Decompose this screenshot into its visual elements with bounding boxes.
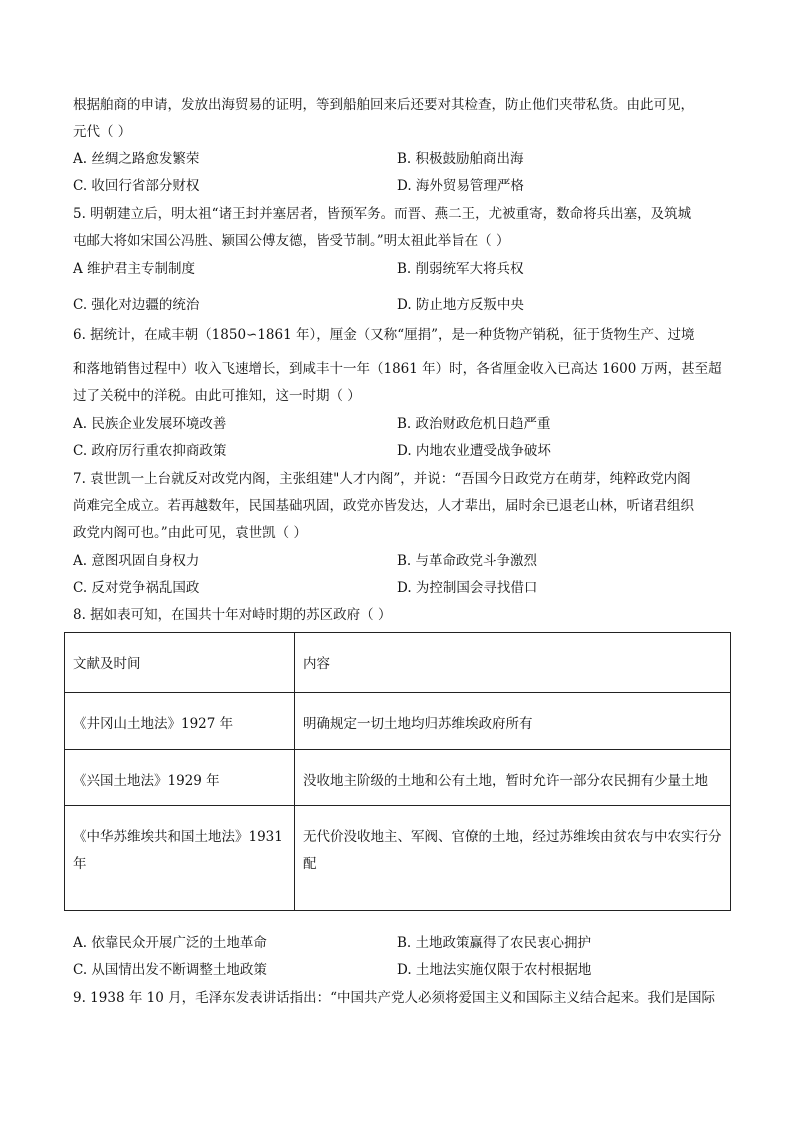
q7-option-a[interactable]: A. 意图巩固自身权力 [73,553,200,569]
q9-stem-line1: 9. 1938 年 10 月，毛泽东发表讲话指出：“中国共产党人必须将爱国主义和国际主义结合起来。我们是国际 [73,990,715,1006]
q5-stem-line2: 屯邮大将如宋国公冯胜、颍国公傅友德，皆受节制。”明太祖此举旨在（ ） [73,233,510,249]
q4-stem-line2: 元代（ ） [73,124,132,140]
q8-option-c[interactable]: C. 从国情出发不断调整土地政策 [73,962,267,978]
table-header-document: 文献及时间 [65,633,295,693]
q6-option-c[interactable]: C. 政府厉行重农抑商政策 [73,443,227,459]
q7-option-c[interactable]: C. 反对党争祸乱国政 [73,580,200,596]
q5-option-c[interactable]: C. 强化对边疆的统治 [73,297,200,313]
q8-option-a[interactable]: A. 依靠民众开展广泛的土地革命 [73,935,267,951]
table-cell-content: 没收地主阶级的土地和公有土地，暂时允许一部分农民拥有少量土地 [295,750,731,806]
table-header-row [65,633,731,693]
q5-stem-line1: 5. 明朝建立后，明太祖“诸王封并塞居者，皆预军务。而晋、燕二王，尤被重寄，数命将兵出塞，及筑城 [73,206,692,222]
q7-stem-line2: 尚难完全成立。若再越数年，民国基础巩固，政党亦皆发达，人才辈出，届时余已退老山林，听诸君组织 [73,498,694,514]
q6-option-a[interactable]: A. 民族企业发展环境改善 [73,416,227,432]
table-cell-document: 《兴国土地法》1929 年 [65,750,295,806]
q6-stem-line2: 和落地销售过程中）收入飞速增长，到咸丰十一年（1861 年）时，各省厘金收入已高达 1600 万两，甚至超 [73,361,722,377]
table-cell-document: 《井冈山土地法》1927 年 [65,693,295,750]
table-row [65,806,731,911]
q8-option-d[interactable]: D. 土地法实施仅限于农村根据地 [397,962,592,978]
q7-option-d[interactable]: D. 为控制国会寻找借口 [397,580,538,596]
q5-option-b[interactable]: B. 削弱统军大将兵权 [397,261,524,277]
table-header-content: 内容 [295,633,731,693]
q4-option-c[interactable]: C. 收回行省部分财权 [73,178,200,194]
table-cell-content: 明确规定一切土地均归苏维埃政府所有 [295,693,731,750]
q8-stem-line1: 8. 据如表可知，在国共十年对峙时期的苏区政府（ ） [73,607,392,623]
q4-option-a[interactable]: A. 丝绸之路愈发繁荣 [73,151,200,167]
table-cell-content: 无代价没收地主、军阀、官僚的土地，经过苏维埃由贫农与中农实行分配 [295,806,731,911]
q6-stem-line3: 过了关税中的洋税。由此可推知，这一时期（ ） [73,388,361,404]
q7-option-b[interactable]: B. 与革命政党斗争激烈 [397,553,538,569]
land-law-table [64,632,731,911]
q6-option-b[interactable]: B. 政治财政危机日趋严重 [397,416,551,432]
q4-option-b[interactable]: B. 积极鼓励舶商出海 [397,151,524,167]
table-row [65,750,731,806]
q4-option-d[interactable]: D. 海外贸易管理严格 [397,178,524,194]
q5-option-a[interactable]: A 维护君主专制制度 [73,261,196,277]
table-row [65,693,731,750]
q6-option-d[interactable]: D. 内地农业遭受战争破坏 [397,443,551,459]
table-cell-document: 《中华苏维埃共和国土地法》1931 年 [65,806,295,911]
q7-stem-line3: 政党内阁可也。”由此可见，袁世凯（ ） [73,525,307,541]
q4-stem-line1: 根据舶商的申请，发放出海贸易的证明，等到船舶回来后还要对其检查，防止他们夹带私货。由此可见， [73,97,694,113]
q6-stem-line1: 6. 据统计，在咸丰朝（1850∽1861 年），厘金（又称“厘捐”，是一种货物产销税，征于货物生产、过境 [73,327,695,343]
q7-stem-line1: 7. 袁世凯一上台就反对改党内阁，主张组建"人才内阁”，并说：“吾国今日政党方在萌芽，纯粹政党内阁 [73,471,691,487]
q5-option-d[interactable]: D. 防止地方反叛中央 [397,297,524,313]
q8-option-b[interactable]: B. 土地政策赢得了农民衷心拥护 [397,935,592,951]
